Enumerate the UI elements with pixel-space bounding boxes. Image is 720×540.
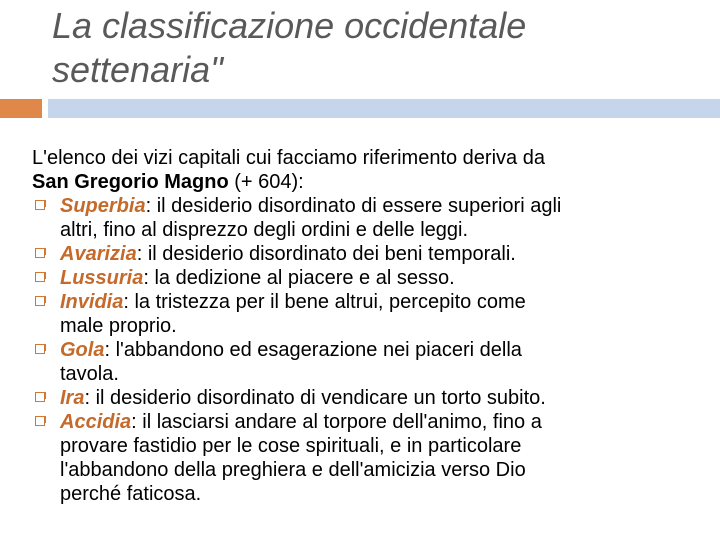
vice-description-cont: provare fastidio per le cose spirituali, e in particolare	[60, 435, 522, 457]
intro-line-2	[32, 170, 702, 194]
accent-bar-blue	[48, 99, 720, 118]
vice-description-cont: altri, fino al disprezzo degli ordini e delle leggi.	[60, 219, 469, 241]
vice-link-lussuria[interactable]: Lussuria	[60, 267, 144, 289]
list-item-superbia	[32, 194, 702, 242]
intro-author: San Gregorio Magno	[32, 171, 229, 193]
list-item-lussuria	[32, 266, 702, 290]
slide-title-line-2: settenaria"	[52, 49, 223, 90]
vice-description: : la dedizione al piacere e al sesso.	[143, 267, 455, 289]
vice-link-invidia[interactable]: Invidia	[60, 291, 124, 313]
list-item-gola	[32, 338, 702, 386]
intro-date: (+ 604):	[228, 171, 304, 193]
bullet-square-icon	[35, 344, 45, 354]
slide-title	[52, 4, 692, 98]
vice-description: : il desiderio disordinato di essere superiori agli	[145, 195, 562, 217]
bullet-square-icon	[35, 248, 45, 258]
list-item-ira	[32, 386, 702, 410]
intro-line-1: L'elenco dei vizi capitali cui facciamo riferimento deriva da	[32, 147, 545, 169]
vice-description: : la tristezza per il bene altrui, percepito come	[123, 291, 526, 313]
vice-description-cont: male proprio.	[60, 315, 177, 337]
vice-description: : l'abbandono ed esagerazione nei piaceri della	[104, 339, 522, 361]
vice-description-cont: l'abbandono della preghiera e dell'amicizia verso Dio	[60, 459, 526, 481]
vice-link-superbia[interactable]: Superbia	[60, 195, 146, 217]
vice-link-gola[interactable]: Gola	[60, 339, 105, 361]
vice-link-avarizia[interactable]: Avarizia	[60, 243, 137, 265]
vice-link-ira[interactable]: Ira	[60, 387, 85, 409]
vice-description-cont: tavola.	[60, 363, 119, 385]
vice-description: : il lasciarsi andare al torpore dell'animo, fino a	[131, 411, 542, 433]
slide-body	[32, 146, 702, 506]
bullet-square-icon	[35, 200, 45, 210]
vice-description: : il desiderio disordinato di vendicare un torto subito.	[84, 387, 546, 409]
accent-bar-orange	[0, 99, 42, 118]
vice-description: : il desiderio disordinato dei beni temporali.	[136, 243, 516, 265]
list-item-accidia	[32, 410, 702, 506]
bullet-square-icon	[35, 416, 45, 426]
list-item-invidia	[32, 290, 702, 338]
bullet-square-icon	[35, 392, 45, 402]
bullet-square-icon	[35, 272, 45, 282]
vice-link-accidia[interactable]: Accidia	[60, 411, 132, 433]
intro-paragraph	[32, 146, 702, 194]
list-item-avarizia	[32, 242, 702, 266]
vice-description-cont: perché faticosa.	[60, 483, 202, 505]
bullet-square-icon	[35, 296, 45, 306]
slide-title-line-1: La classificazione occidentale	[52, 5, 527, 46]
